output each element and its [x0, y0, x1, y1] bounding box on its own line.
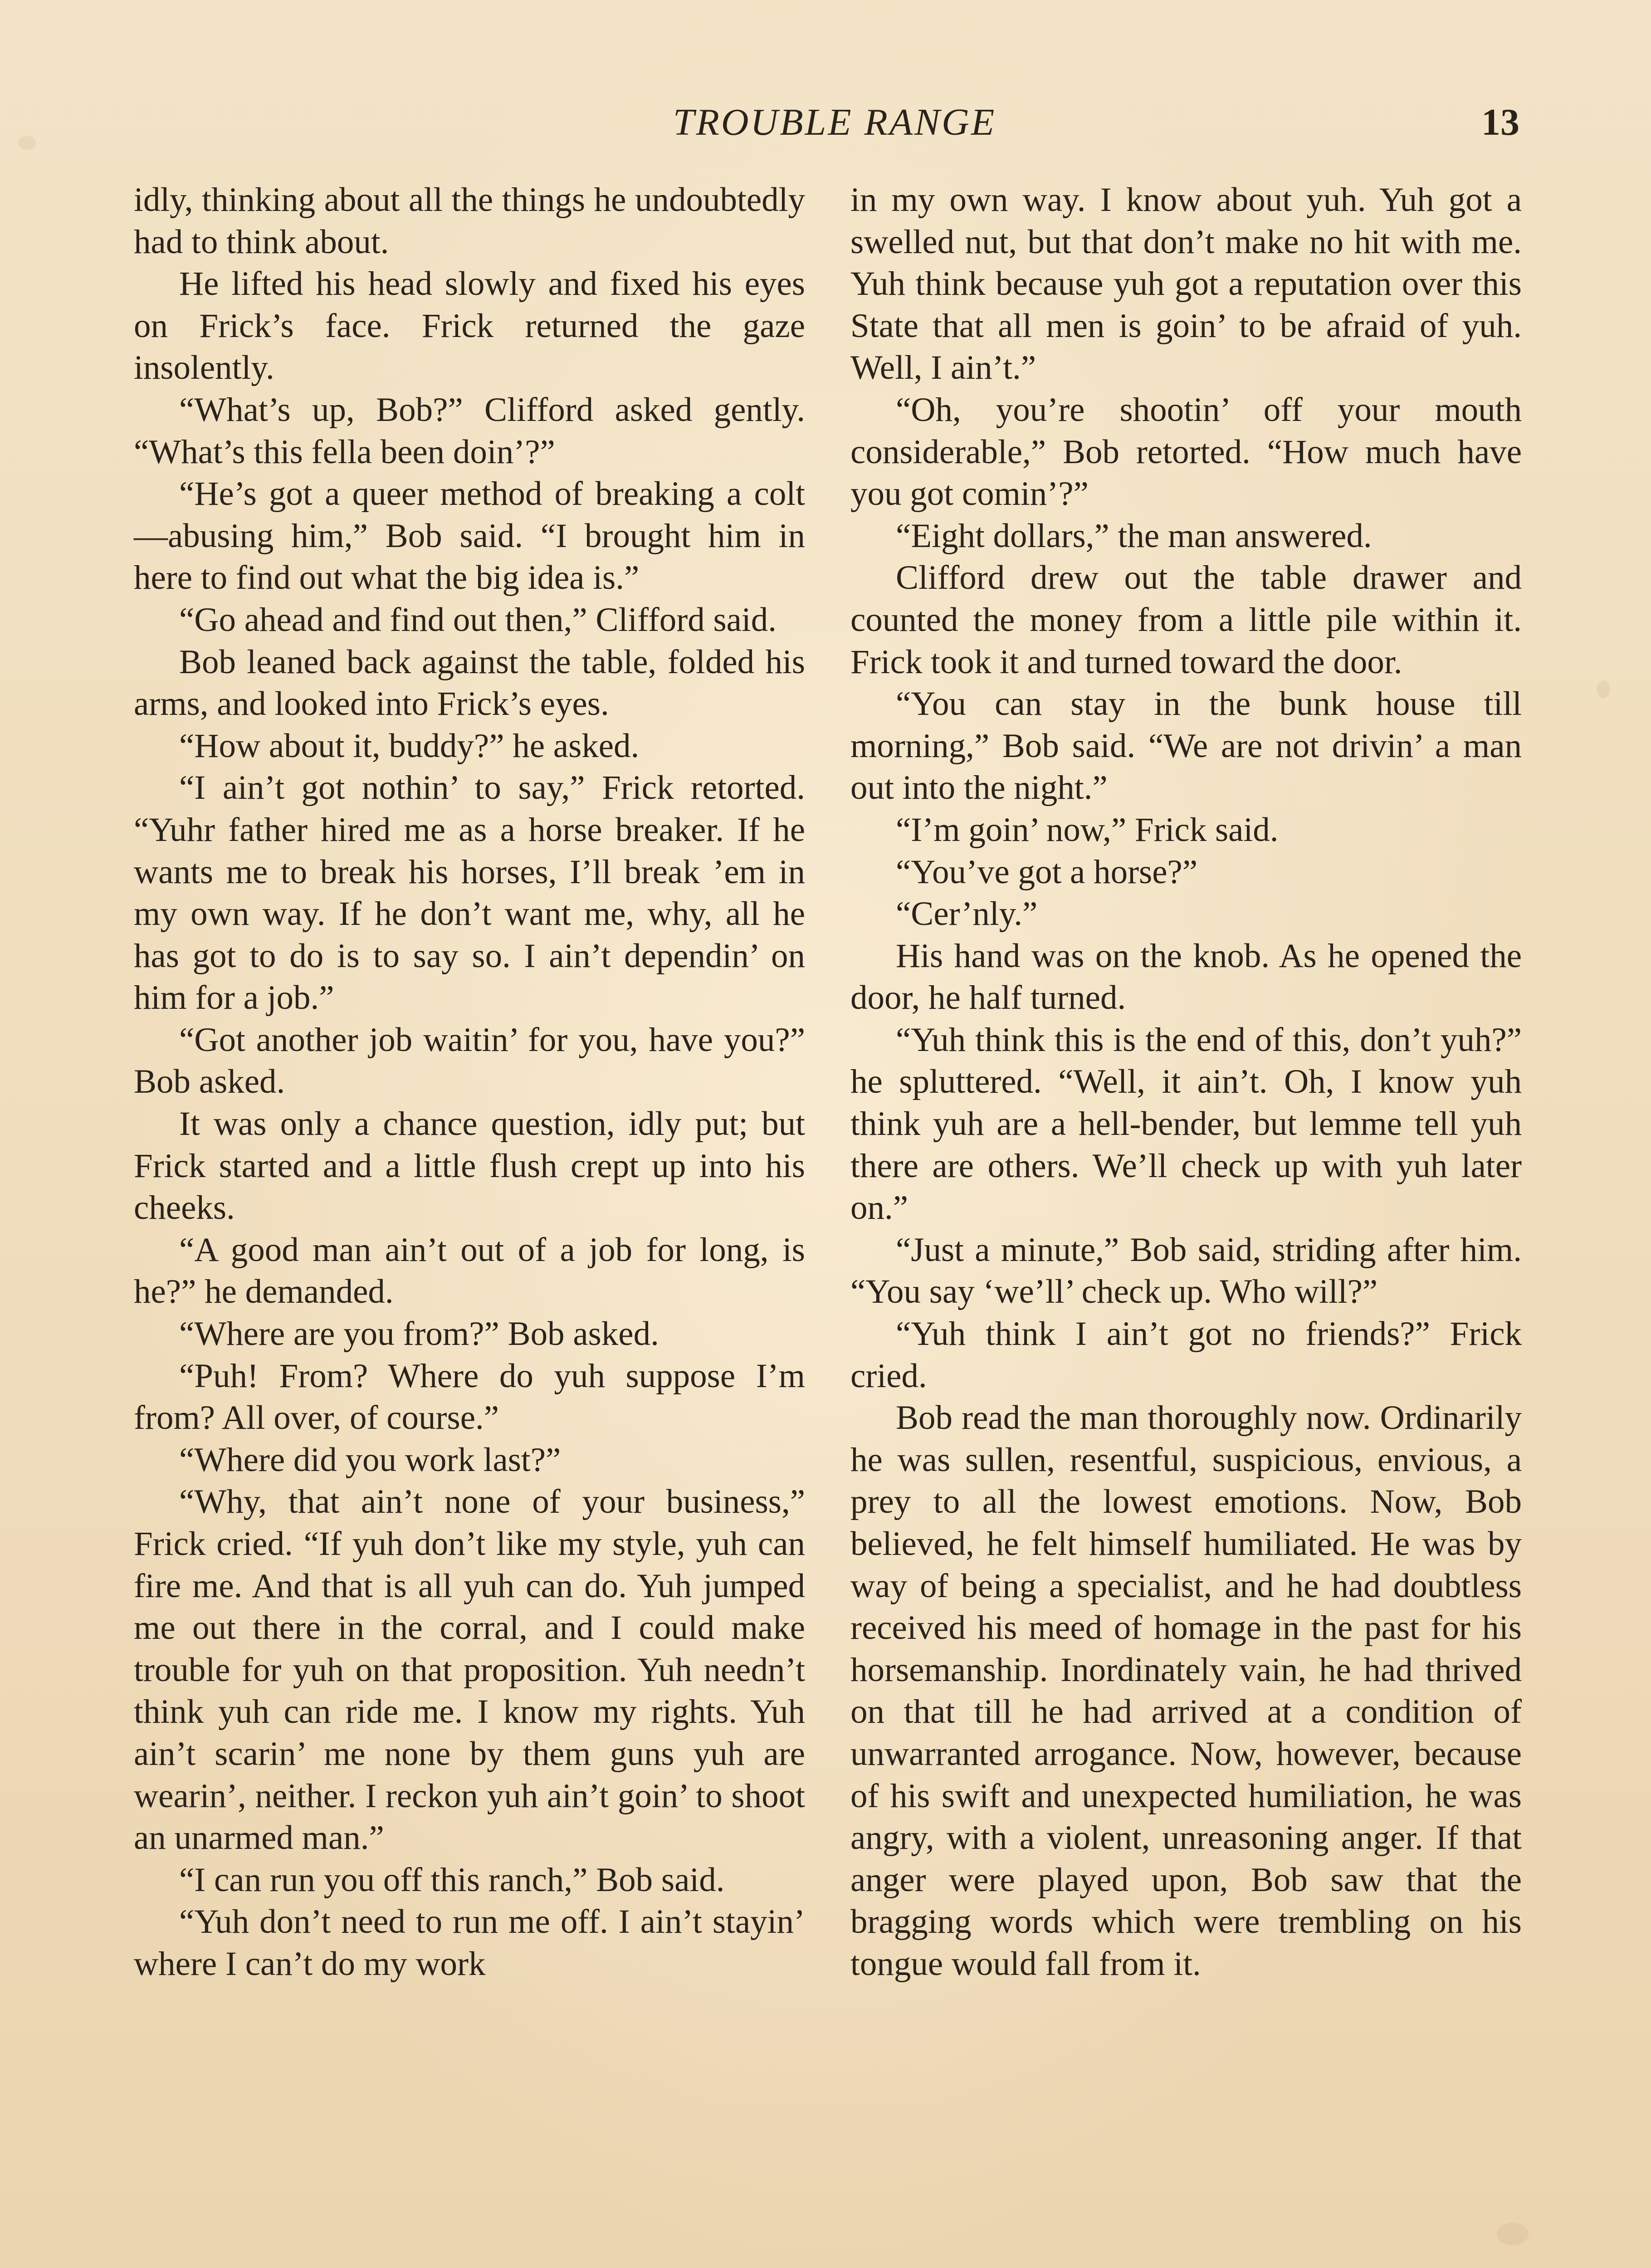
- paragraph: Clifford drew out the table drawer and counted the money from a little pile within it. Frick took it and turned toward the door.: [850, 559, 1522, 681]
- paragraph: His hand was on the knob. As he opened the door, he half turned.: [850, 937, 1522, 1017]
- paragraph: “Puh! From? Where do yuh suppose I’m from? All over, of course.”: [134, 1357, 805, 1437]
- paragraph: “Oh, you’re shootin’ off your mouth considerable,” Bob retorted. “How much have you got comin’?”: [850, 391, 1522, 513]
- page-number: 13: [1481, 101, 1519, 143]
- paragraph: “I can run you off this ranch,” Bob said.: [179, 1861, 725, 1899]
- running-title: TROUBLE RANGE: [673, 101, 996, 143]
- paragraph: “Just a minute,” Bob said, striding after him. “You say ‘we’ll’ check up. Who will?”: [850, 1231, 1522, 1311]
- paragraph: “I’m goin’ now,” Frick said.: [896, 811, 1279, 849]
- paragraph: “You can stay in the bunk house till morning,” Bob said. “We are not drivin’ a man out into the night.”: [850, 685, 1522, 807]
- paragraph: “Yuh think I ain’t got no friends?” Frick cried.: [850, 1315, 1522, 1395]
- paragraph: “Yuh think this is the end of this, don’t yuh?” he spluttered. “Well, it ain’t. Oh, I know yuh think yuh are a hell-bender, but lemme tell yuh there are others. We’ll check up with yuh later on.”: [850, 1021, 1522, 1227]
- right-column: [850, 179, 1522, 1985]
- paragraph: “Yuh don’t need to run me off. I ain’t stayin’ where I can’t do my work: [134, 1903, 805, 1983]
- paragraph: “Got another job waitin’ for you, have you?” Bob asked.: [134, 1021, 805, 1101]
- paragraph: “Why, that ain’t none of your business,” Frick cried. “If yuh don’t like my style, yuh can fire me. And that is all yuh can do. Yuh jumped me out there in the corral, and I could make trouble for yuh on that proposition. Yuh needn’t think yuh can ride me. I know my rights. Yuh ain’t scarin’ me none by them guns yuh are wearin’, neither. I reckon yuh ain’t goin’ to shoot an unarmed man.”: [134, 1483, 805, 1857]
- paper-stain: [1597, 680, 1610, 699]
- paragraph: “Where did you work last?”: [179, 1441, 561, 1479]
- running-head: [0, 98, 1651, 147]
- left-column: [134, 179, 805, 1985]
- paragraph: “Eight dollars,” the man answered.: [896, 517, 1372, 555]
- paragraph: “What’s up, Bob?” Clifford asked gently. “What’s this fella been doin’?”: [134, 391, 805, 471]
- paragraph: idly, thinking about all the things he undoubtedly had to think about.: [134, 181, 805, 261]
- paragraph: Bob leaned back against the table, folded his arms, and looked into Frick’s eyes.: [134, 643, 805, 723]
- paragraph: “A good man ain’t out of a job for long, is he?” he demanded.: [134, 1231, 805, 1311]
- paragraph: in my own way. I know about yuh. Yuh got a swelled nut, but that don’t make no hit with me. Yuh think because yuh got a reputation over this State that all men is goin’ to be afraid of yuh. Well, I ain’t.”: [850, 181, 1522, 387]
- paragraph: “Cer’nly.”: [896, 895, 1038, 933]
- paragraph: “How about it, buddy?” he asked.: [179, 727, 640, 765]
- paragraph: It was only a chance question, idly put; but Frick started and a little flush crept up into his cheeks.: [134, 1105, 805, 1227]
- paragraph: “Go ahead and find out then,” Clifford said.: [179, 601, 777, 639]
- paragraph: “You’ve got a horse?”: [896, 853, 1198, 891]
- paper-stain: [1497, 2223, 1529, 2245]
- paragraph: “Where are you from?” Bob asked.: [179, 1315, 659, 1353]
- paragraph: “He’s got a queer method of breaking a colt—abusing him,” Bob said. “I brought him in here to find out what the big idea is.”: [134, 475, 805, 597]
- paragraph: “I ain’t got nothin’ to say,” Frick retorted. “Yuhr father hired me as a horse breaker. If he wants me to break his horses, I’ll break ’em in my own way. If he don’t want me, why, all he has got to do is to say so. I ain’t dependin’ on him for a job.”: [134, 769, 805, 1017]
- paragraph: Bob read the man thoroughly now. Ordinarily he was sullen, resentful, suspicious, envious, a prey to all the lowest emotions. Now, Bob believed, he felt himself humiliated. He was by way of being a specialist, and he had doubtless received his meed of homage in the past for his horsemanship. Inordinately vain, he had thrived on that till he had arrived at a condition of unwarranted arrogance. Now, however, because of his swift and unexpected humiliation, he was angry, with a violent, unreasoning anger. If that anger were played upon, Bob saw that the bragging words which were trembling on his tongue would fall from it.: [850, 1399, 1522, 1983]
- paragraph: He lifted his head slowly and fixed his eyes on Frick’s face. Frick returned the gaze insolently.: [134, 265, 805, 387]
